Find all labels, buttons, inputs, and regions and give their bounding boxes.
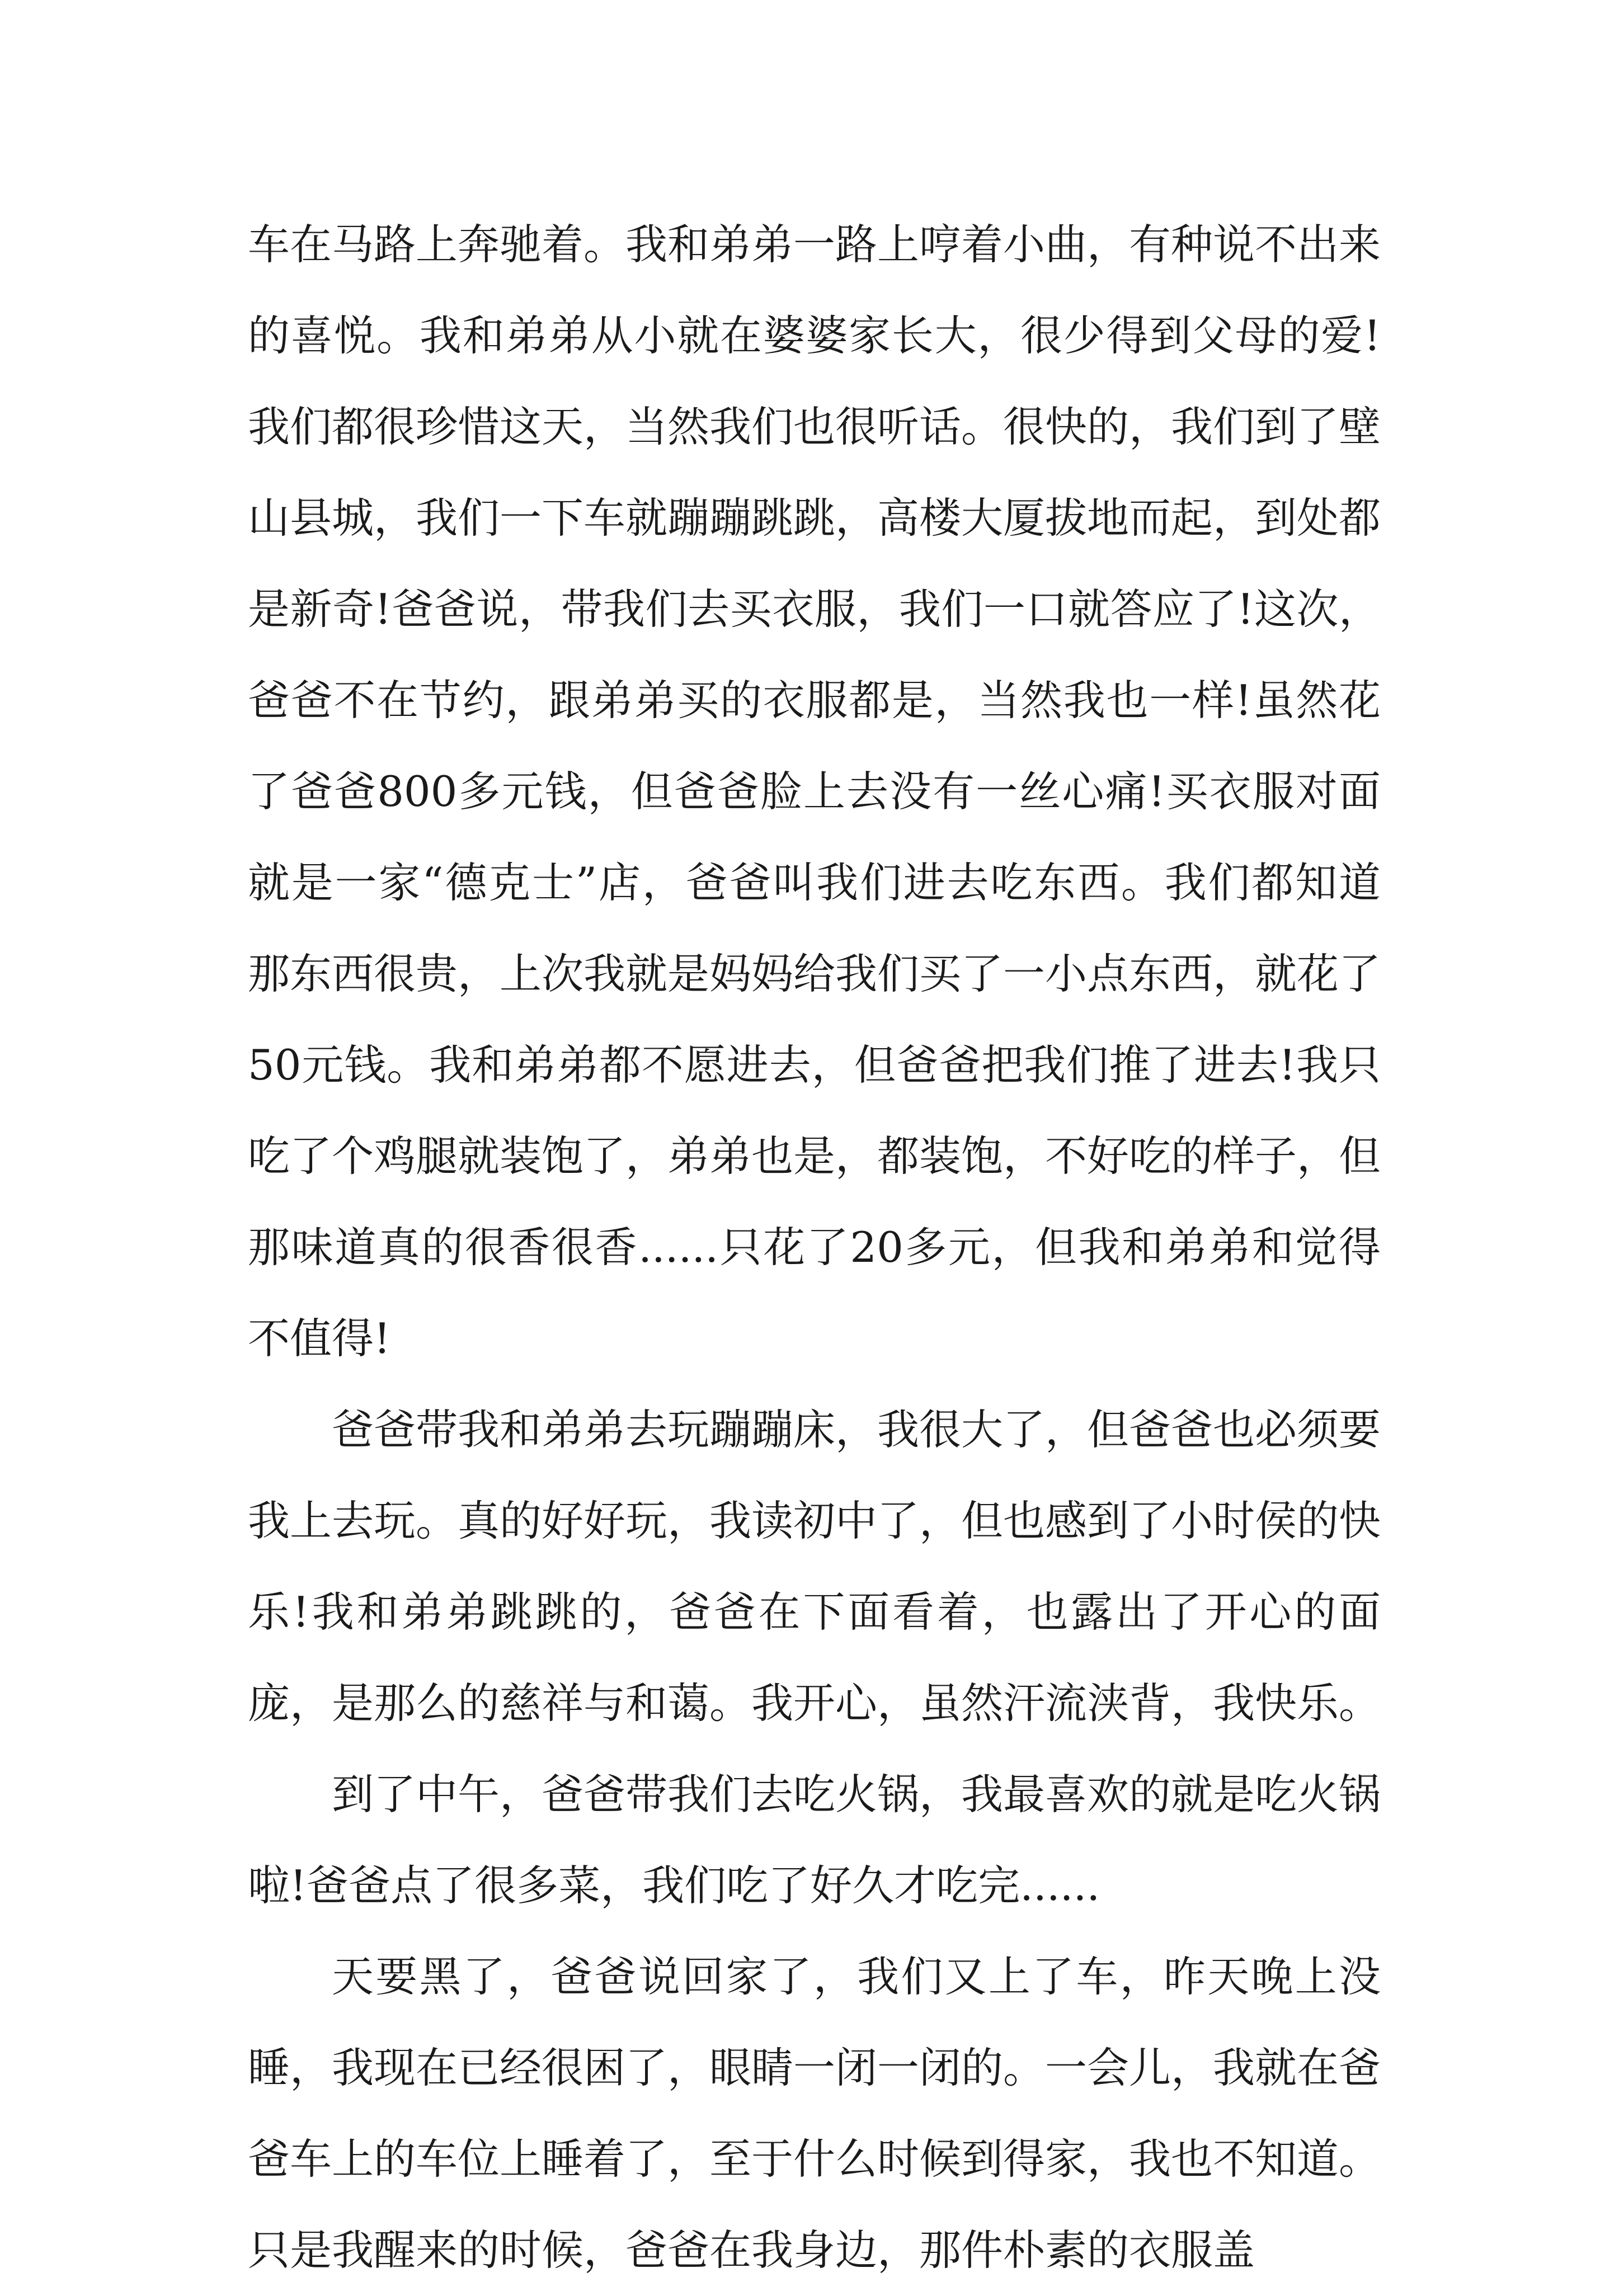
paragraph-1: 车在马路上奔驰着。我和弟弟一路上哼着小曲，有种说不出来的喜悦。我和弟弟从小就在婆婆家长大，很少得到父母的爱!我们都很珍惜这天，当然我们也很听话。很快的，我们到了壁山县城，我们一下车就蹦蹦跳跳，高楼大厦拔地而起，到处都是新奇!爸爸说，带我们去买衣服，我们一口就答应了!这次，爸爸不在节约，跟弟弟买的衣服都是，当然我也一样!虽然花了爸爸800多元钱，但爸爸脸上去没有一丝心痛!买衣服对面就是一家“德克士”店，爸爸叫我们进去吃东西。我们都知道那东西很贵，上次我就是妈妈给我们买了一小点东西，就花了50元钱。我和弟弟都不愿进去，但爸爸把我们推了进去!我只吃了个鸡腿就装饱了，弟弟也是，都装饱，不好吃的样子，但那味道真的很香很香......只花了20多元，但我和弟弟和觉得不值得! — [248, 220, 1381, 1363]
paragraph-4: 天要黑了，爸爸说回家了，我们又上了车，昨天晚上没睡，我现在已经很困了，眼睛一闭一闭的。一会儿，我就在爸爸车上的车位上睡着了，至于什么时候到得家，我也不知道。只是我醒来的时候，爸爸在我身边，那件朴素的衣服盖 — [248, 1952, 1381, 2275]
document-body — [248, 199, 1381, 2296]
paragraph-3: 到了中午，爸爸带我们去吃火锅，我最喜欢的就是吃火锅啦!爸爸点了很多菜，我们吃了好久才吃完...... — [248, 1770, 1381, 1910]
paragraph-2: 爸爸带我和弟弟去玩蹦蹦床，我很大了，但爸爸也必须要我上去玩。真的好好玩，我读初中了，但也感到了小时侯的快乐!我和弟弟跳跳的，爸爸在下面看着，也露出了开心的面庞，是那么的慈祥与和蔼。我开心，虽然汗流浃背，我快乐。 — [248, 1405, 1381, 1728]
